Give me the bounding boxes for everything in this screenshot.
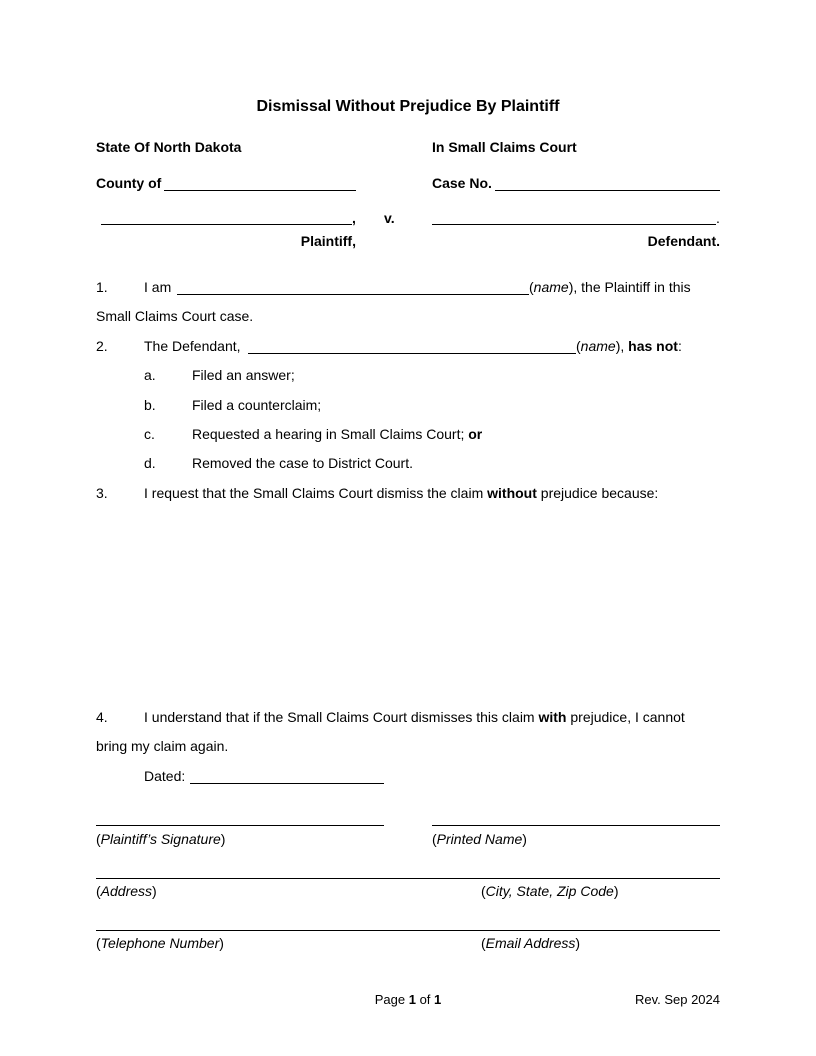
sub-item-d-text: Removed the case to District Court. (192, 455, 413, 471)
item-1-number: 1. (96, 279, 108, 295)
page-number: Page 1 of 1 (374, 992, 442, 1007)
sub-item-a-letter: a. (144, 367, 156, 383)
printed-name-caption: (Printed Name) (432, 831, 527, 847)
item-4-text: I understand that if the Small Claims Court dismisses this claim with prejudice, I cannot (144, 709, 685, 725)
revision-label: Rev. Sep 2024 (634, 992, 720, 1007)
dated-field[interactable] (190, 783, 384, 784)
sub-item-d-letter: d. (144, 455, 156, 471)
item-2-number: 2. (96, 338, 108, 354)
plaintiff-label: Plaintiff, (300, 233, 356, 249)
versus-label: v. (384, 210, 395, 226)
sub-item-b-text: Filed a counterclaim; (192, 397, 322, 413)
plaintiff-comma: , (352, 210, 356, 226)
defendant-label: Defendant. (647, 233, 720, 249)
sub-item-a-text: Filed an answer; (192, 367, 295, 383)
item-3-text: I request that the Small Claims Court dismiss the claim without prejudice because: (144, 485, 659, 501)
plaintiff-signature-caption: (Plaintiff’s Signature) (96, 831, 226, 847)
telephone-caption: (Telephone Number) (96, 935, 224, 951)
city-state-zip-caption: (City, State, Zip Code) (481, 883, 619, 899)
printed-name-line[interactable] (432, 825, 720, 826)
county-field[interactable] (164, 190, 356, 191)
state-label: State Of North Dakota (96, 139, 242, 155)
defendant-period: . (716, 210, 720, 226)
reason-area[interactable] (96, 510, 720, 700)
dated-label: Dated: (144, 768, 186, 784)
plaintiff-signature-line[interactable] (96, 825, 384, 826)
item-1-continuation: Small Claims Court case. (96, 308, 254, 324)
case-no-field[interactable] (495, 190, 720, 191)
court-label: In Small Claims Court (432, 139, 577, 155)
sub-item-c-letter: c. (144, 426, 155, 442)
item-1-pre: I am (144, 279, 172, 295)
county-label: County of (96, 175, 162, 191)
plaintiff-self-name-field[interactable] (177, 294, 529, 295)
item-2-pre: The Defendant, (144, 338, 241, 354)
contact-line[interactable] (96, 930, 720, 931)
defendant-name-field[interactable] (432, 224, 716, 225)
item-4-number: 4. (96, 709, 108, 725)
address-line[interactable] (96, 878, 720, 879)
defendant-self-name-field[interactable] (248, 353, 576, 354)
item-1-name-note: (name), the Plaintiff in this (529, 279, 691, 295)
item-3-number: 3. (96, 485, 108, 501)
sub-item-c-text: Requested a hearing in Small Claims Court; or (192, 426, 483, 442)
sub-item-b-letter: b. (144, 397, 156, 413)
page-title: Dismissal Without Prejudice By Plaintiff (256, 98, 560, 115)
item-2-name-note: (name), has not: (576, 338, 682, 354)
item-4-continuation: bring my claim again. (96, 738, 229, 754)
case-no-label: Case No. (432, 175, 492, 191)
plaintiff-name-field[interactable] (101, 224, 352, 225)
address-caption: (Address) (96, 883, 157, 899)
email-caption: (Email Address) (481, 935, 581, 951)
